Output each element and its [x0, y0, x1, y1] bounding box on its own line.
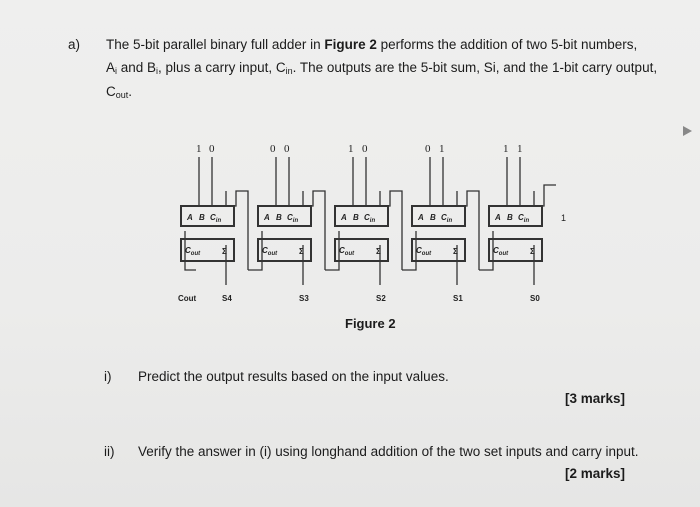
adder3-pin-cout: $C_{out}$: [262, 246, 278, 257]
sum-label-s4: S4: [222, 294, 232, 303]
part-i-marks: [3 marks]: [565, 391, 626, 406]
part-ii-text: Verify the answer in (i) using longhand addition of the two set inputs and carry input.: [138, 444, 639, 459]
adder3-sigma: Σ: [299, 247, 304, 256]
adder0-pin-b: B: [507, 213, 513, 222]
adder4-pin-cout: $C_{out}$: [185, 246, 201, 257]
question-intro-line2: $A_i$ and $B_i$, plus a carry input, $C_{in}$. The outputs are the 5-bit sum, Si, and the 1-bit carry output,: [106, 60, 658, 76]
adder2-pin-cout: $C_{out}$: [339, 246, 355, 257]
adder3-pin-cin: $C_{in}$: [287, 213, 299, 224]
adder1-pin-cin: $C_{in}$: [441, 213, 453, 224]
sum-label-s1: S1: [453, 294, 463, 303]
sum-label-s3: S3: [299, 294, 309, 303]
cursor-pointer-icon: [683, 126, 692, 136]
part-ii-number: ii): [104, 444, 115, 459]
adder0-pin-a: A: [495, 213, 501, 222]
adder2-pin-a: A: [341, 213, 347, 222]
adder0-pin-cin: $C_{in}$: [518, 213, 530, 224]
sum-label-s2: S2: [376, 294, 386, 303]
adder1-pin-cout: $C_{out}$: [416, 246, 432, 257]
adder0-input-b: 1: [517, 143, 523, 155]
adder4-pin-cin: $C_{in}$: [210, 213, 222, 224]
part-ii-marks: [2 marks]: [565, 466, 626, 481]
question-intro-line3: $C_{out}$.: [106, 84, 133, 100]
part-i-text: Predict the output results based on the input values.: [138, 369, 449, 384]
adder2-sigma: Σ: [376, 247, 381, 256]
cout-output-label: Cout: [178, 294, 197, 303]
adder3-input-b: 0: [284, 143, 290, 155]
figure-reference: Figure 2: [324, 37, 377, 52]
adder4-sigma: Σ: [222, 247, 227, 256]
adder4-input-a: 1: [196, 143, 202, 155]
adder2-pin-b: B: [353, 213, 359, 222]
adder1-input-b: 1: [439, 143, 445, 155]
adder1-pin-a: A: [418, 213, 424, 222]
adder3-pin-b: B: [276, 213, 282, 222]
adder3-pin-a: A: [264, 213, 270, 222]
carry-in-value: 1: [561, 213, 567, 223]
question-intro-line1: The 5-bit parallel binary full adder in Figure 2 performs the addition of two 5-bit numbers,: [106, 37, 638, 52]
adder1-input-a: 0: [425, 143, 431, 155]
adder2-input-b: 0: [362, 143, 368, 155]
adder4-input-b: 0: [209, 143, 215, 155]
adder0-pin-cout: $C_{out}$: [493, 246, 509, 257]
adder2-pin-cin: $C_{in}$: [364, 213, 376, 224]
adder0-input-a: 1: [503, 143, 509, 155]
adder4-pin-a: A: [187, 213, 193, 222]
adder2-input-a: 1: [348, 143, 354, 155]
adder4-pin-b: B: [199, 213, 205, 222]
adder1-sigma: Σ: [453, 247, 458, 256]
part-i-number: i): [104, 369, 112, 384]
adder0-sigma: Σ: [530, 247, 535, 256]
adder1-pin-b: B: [430, 213, 436, 222]
question-label: a): [68, 37, 81, 52]
adder3-input-a: 0: [270, 143, 276, 155]
figure-caption: Figure 2: [345, 316, 396, 331]
sum-label-s0: S0: [530, 294, 540, 303]
